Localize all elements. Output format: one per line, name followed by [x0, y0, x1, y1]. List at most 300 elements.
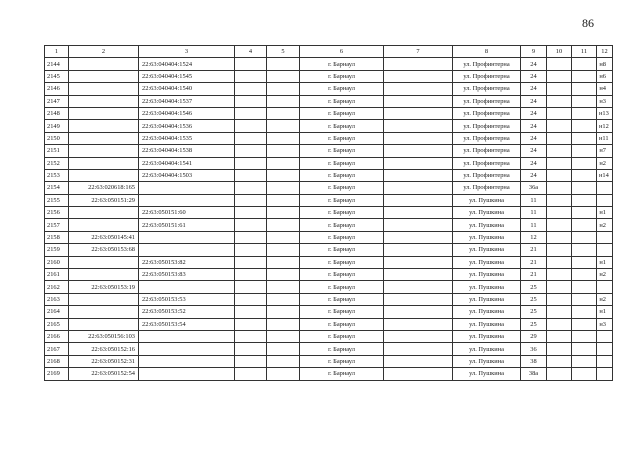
table-cell	[384, 343, 453, 355]
table-cell	[267, 169, 300, 181]
table-cell: 21	[521, 269, 547, 281]
table-cell: 2166	[45, 330, 69, 342]
table-cell: г. Барнаул	[300, 70, 384, 82]
table-cell: г. Барнаул	[300, 120, 384, 132]
table-row	[45, 207, 613, 219]
table-cell	[69, 58, 139, 70]
table-row	[45, 231, 613, 243]
table-cell	[547, 83, 572, 95]
table-cell: 2164	[45, 306, 69, 318]
table-cell	[547, 207, 572, 219]
table-cell: н1	[597, 256, 613, 268]
table-cell	[547, 145, 572, 157]
table-cell: г. Барнаул	[300, 194, 384, 206]
table-cell: 2144	[45, 58, 69, 70]
table-cell	[69, 256, 139, 268]
table-cell	[384, 256, 453, 268]
column-number: 12	[597, 46, 613, 58]
table-cell: 2148	[45, 107, 69, 119]
table-cell	[235, 182, 267, 194]
table-cell: 36	[521, 343, 547, 355]
table-cell: 24	[521, 107, 547, 119]
table-cell	[572, 182, 597, 194]
table-cell: 2162	[45, 281, 69, 293]
table-cell: н1	[597, 306, 613, 318]
table-cell	[139, 231, 235, 243]
table-cell	[597, 281, 613, 293]
table-cell: 22:63:050153:54	[139, 318, 235, 330]
table-cell: ул. Пушкина	[453, 293, 521, 305]
table-cell	[235, 231, 267, 243]
table-cell	[235, 207, 267, 219]
table-cell: н6	[597, 70, 613, 82]
table-cell: 22:63:040404:1535	[139, 132, 235, 144]
table-cell	[547, 281, 572, 293]
table-cell: 2159	[45, 244, 69, 256]
table-cell	[572, 194, 597, 206]
table-cell	[139, 194, 235, 206]
table-cell: г. Барнаул	[300, 306, 384, 318]
table-row	[45, 157, 613, 169]
table-cell	[235, 330, 267, 342]
table-cell	[384, 306, 453, 318]
table-row	[45, 330, 613, 342]
table-cell	[572, 207, 597, 219]
table-cell: ул. Пушкина	[453, 269, 521, 281]
table-cell: 22:63:040404:1545	[139, 70, 235, 82]
table-cell	[572, 256, 597, 268]
table-cell	[267, 231, 300, 243]
table-cell: н11	[597, 132, 613, 144]
table-cell	[547, 58, 572, 70]
table-cell	[572, 281, 597, 293]
table-cell	[235, 132, 267, 144]
table-cell: 24	[521, 95, 547, 107]
table-cell	[384, 269, 453, 281]
table-cell	[69, 95, 139, 107]
table-cell: г. Барнаул	[300, 157, 384, 169]
table-cell	[235, 343, 267, 355]
table-cell	[235, 70, 267, 82]
column-number: 5	[267, 46, 300, 58]
table-row	[45, 58, 613, 70]
table-cell	[547, 343, 572, 355]
table-cell: 22:63:050152:31	[69, 355, 139, 367]
table-cell	[267, 58, 300, 70]
table-cell	[267, 157, 300, 169]
table-cell	[572, 368, 597, 380]
table-cell: 24	[521, 145, 547, 157]
table-cell: 22:63:050145:41	[69, 231, 139, 243]
table-cell	[235, 157, 267, 169]
table-cell	[572, 244, 597, 256]
table-cell: 25	[521, 318, 547, 330]
table-cell: 2153	[45, 169, 69, 181]
page-number: 86	[582, 16, 594, 30]
table-cell: ул. Пушкина	[453, 219, 521, 231]
table-cell	[384, 207, 453, 219]
table-cell	[235, 355, 267, 367]
table-cell	[597, 182, 613, 194]
table-cell	[547, 244, 572, 256]
header-row	[45, 46, 613, 58]
table-cell	[139, 281, 235, 293]
table-cell	[547, 219, 572, 231]
table-row	[45, 70, 613, 82]
table-cell	[572, 306, 597, 318]
table-cell: ул. Пушкина	[453, 355, 521, 367]
table-cell	[572, 132, 597, 144]
table-cell	[597, 368, 613, 380]
table-cell: 2163	[45, 293, 69, 305]
table-cell	[547, 231, 572, 243]
table-cell	[384, 194, 453, 206]
table-cell	[572, 293, 597, 305]
table-cell	[597, 330, 613, 342]
table-cell: 2151	[45, 145, 69, 157]
table-row	[45, 132, 613, 144]
table-row	[45, 95, 613, 107]
table-cell	[69, 293, 139, 305]
table-cell: 2161	[45, 269, 69, 281]
table-cell	[139, 355, 235, 367]
table-cell: ул. Пушкина	[453, 244, 521, 256]
table-cell: н14	[597, 169, 613, 181]
table-row	[45, 169, 613, 181]
table-cell	[139, 244, 235, 256]
table-cell: 2146	[45, 83, 69, 95]
table-cell	[267, 293, 300, 305]
table-cell: 24	[521, 83, 547, 95]
table-cell	[572, 70, 597, 82]
table-cell: ул. Профинтерна	[453, 132, 521, 144]
table-cell	[267, 70, 300, 82]
table-cell: 22:63:040404:1503	[139, 169, 235, 181]
table-cell	[235, 120, 267, 132]
table-cell	[267, 244, 300, 256]
table-row	[45, 244, 613, 256]
table-cell	[572, 95, 597, 107]
table-row	[45, 194, 613, 206]
table-cell: 24	[521, 157, 547, 169]
table-cell	[69, 132, 139, 144]
table-cell	[267, 194, 300, 206]
table-cell	[572, 231, 597, 243]
table-cell	[572, 343, 597, 355]
table-cell: ул. Пушкина	[453, 194, 521, 206]
table-cell: н2	[597, 219, 613, 231]
table-cell: 29	[521, 330, 547, 342]
table-cell: г. Барнаул	[300, 207, 384, 219]
table-cell	[267, 107, 300, 119]
table-cell	[267, 306, 300, 318]
table-row	[45, 256, 613, 268]
table-cell: ул. Пушкина	[453, 318, 521, 330]
table-cell: 2147	[45, 95, 69, 107]
table-cell: 24	[521, 169, 547, 181]
table-cell	[547, 306, 572, 318]
table-cell: 24	[521, 132, 547, 144]
table-cell: 22:63:050153:83	[139, 269, 235, 281]
table-cell: г. Барнаул	[300, 318, 384, 330]
table-cell	[384, 83, 453, 95]
table-cell: г. Барнаул	[300, 355, 384, 367]
table-cell	[235, 281, 267, 293]
table-cell	[235, 293, 267, 305]
table-cell	[235, 194, 267, 206]
table-cell: 25	[521, 281, 547, 293]
table-cell	[235, 145, 267, 157]
table-cell	[547, 318, 572, 330]
table-cell: г. Барнаул	[300, 293, 384, 305]
table-row	[45, 306, 613, 318]
table-cell: 21	[521, 256, 547, 268]
table-cell: 21	[521, 244, 547, 256]
table-cell	[69, 169, 139, 181]
table-row	[45, 269, 613, 281]
table-cell: г. Барнаул	[300, 231, 384, 243]
column-number: 10	[547, 46, 572, 58]
column-number: 6	[300, 46, 384, 58]
table-cell	[69, 145, 139, 157]
table-cell: 2168	[45, 355, 69, 367]
table-cell: 22:63:040404:1538	[139, 145, 235, 157]
table-cell: ул. Профинтерна	[453, 157, 521, 169]
table-cell: г. Барнаул	[300, 83, 384, 95]
table-row	[45, 293, 613, 305]
table-cell	[267, 207, 300, 219]
table-cell	[267, 219, 300, 231]
table-cell: 2149	[45, 120, 69, 132]
table-cell: 25	[521, 293, 547, 305]
table-cell: 22:63:050151:29	[69, 194, 139, 206]
table-cell	[384, 182, 453, 194]
table-row	[45, 107, 613, 119]
table-cell	[267, 95, 300, 107]
table-cell: ул. Профинтерна	[453, 83, 521, 95]
table-cell: 22:63:040404:1536	[139, 120, 235, 132]
table-cell: г. Барнаул	[300, 343, 384, 355]
table-cell: г. Барнаул	[300, 107, 384, 119]
table-cell	[69, 107, 139, 119]
table-cell: ул. Пушкина	[453, 256, 521, 268]
table-cell	[69, 219, 139, 231]
table-cell: г. Барнаул	[300, 281, 384, 293]
table-cell: 12	[521, 231, 547, 243]
column-number: 4	[235, 46, 267, 58]
table-cell	[572, 58, 597, 70]
table-cell	[572, 330, 597, 342]
table-cell: г. Барнаул	[300, 182, 384, 194]
table-cell	[547, 194, 572, 206]
table-cell	[267, 343, 300, 355]
table-cell: н7	[597, 145, 613, 157]
table-cell: 22:63:050153:19	[69, 281, 139, 293]
table-cell	[235, 95, 267, 107]
table-cell: г. Барнаул	[300, 132, 384, 144]
table-cell: 2150	[45, 132, 69, 144]
table-cell: ул. Профинтерна	[453, 107, 521, 119]
table-cell	[572, 219, 597, 231]
table-row	[45, 182, 613, 194]
table-cell: г. Барнаул	[300, 219, 384, 231]
table-cell	[384, 330, 453, 342]
table-cell	[267, 330, 300, 342]
table-cell	[597, 355, 613, 367]
table-cell	[597, 244, 613, 256]
table-cell: 22:63:050153:82	[139, 256, 235, 268]
column-number: 8	[453, 46, 521, 58]
table-cell	[69, 83, 139, 95]
table-cell: 22:63:050153:68	[69, 244, 139, 256]
table-row	[45, 343, 613, 355]
table-cell	[547, 182, 572, 194]
table-cell: г. Барнаул	[300, 368, 384, 380]
table-cell	[235, 318, 267, 330]
table-row	[45, 281, 613, 293]
table-cell	[69, 318, 139, 330]
table-cell	[69, 306, 139, 318]
table-cell	[267, 368, 300, 380]
table-cell: 2154	[45, 182, 69, 194]
table-cell: г. Барнаул	[300, 244, 384, 256]
table-cell	[547, 169, 572, 181]
table-cell	[384, 368, 453, 380]
table-cell	[69, 120, 139, 132]
table-cell: г. Барнаул	[300, 330, 384, 342]
table-cell	[69, 207, 139, 219]
table-cell: н1	[597, 207, 613, 219]
table-cell: 22:63:040404:1541	[139, 157, 235, 169]
table-cell	[384, 355, 453, 367]
table-cell: н3	[597, 95, 613, 107]
table-cell: ул. Профинтерна	[453, 182, 521, 194]
table-cell: г. Барнаул	[300, 95, 384, 107]
table-row	[45, 83, 613, 95]
table-cell	[572, 318, 597, 330]
table-cell: ул. Пушкина	[453, 343, 521, 355]
table-cell	[69, 269, 139, 281]
table-cell	[235, 244, 267, 256]
table-cell	[572, 83, 597, 95]
table-cell: 25	[521, 306, 547, 318]
table-row	[45, 368, 613, 380]
table-cell	[547, 256, 572, 268]
table-cell	[547, 355, 572, 367]
table-cell	[572, 269, 597, 281]
table-cell: 22:63:050152:16	[69, 343, 139, 355]
table-cell	[139, 368, 235, 380]
table-cell	[572, 157, 597, 169]
table-cell	[267, 281, 300, 293]
table-cell: 38	[521, 355, 547, 367]
table-cell: н3	[597, 318, 613, 330]
table-cell: 24	[521, 70, 547, 82]
table-cell: 24	[521, 120, 547, 132]
table-cell: ул. Профинтерна	[453, 169, 521, 181]
table-cell	[235, 269, 267, 281]
table-cell	[384, 120, 453, 132]
table-cell: н2	[597, 157, 613, 169]
table-cell: 11	[521, 207, 547, 219]
table-cell: г. Барнаул	[300, 58, 384, 70]
table-cell	[547, 70, 572, 82]
table-cell	[235, 368, 267, 380]
table-cell: 22:63:040404:1540	[139, 83, 235, 95]
table-cell: н8	[597, 58, 613, 70]
table-cell	[235, 58, 267, 70]
table-cell: 2156	[45, 207, 69, 219]
table-cell: 2145	[45, 70, 69, 82]
table-cell: ул. Профинтерна	[453, 95, 521, 107]
table-cell: 36а	[521, 182, 547, 194]
table-cell	[597, 231, 613, 243]
table-cell: 22:63:050151:61	[139, 219, 235, 231]
table-cell: 11	[521, 194, 547, 206]
table-cell	[139, 343, 235, 355]
column-number: 9	[521, 46, 547, 58]
table-cell: ул. Профинтерна	[453, 58, 521, 70]
table-cell	[547, 330, 572, 342]
table-cell: г. Барнаул	[300, 269, 384, 281]
table-cell	[267, 256, 300, 268]
table-cell	[384, 157, 453, 169]
table-cell: г. Барнаул	[300, 169, 384, 181]
table-cell	[235, 219, 267, 231]
table-cell: 22:63:050156:103	[69, 330, 139, 342]
table-cell: г. Барнаул	[300, 256, 384, 268]
table-cell	[235, 83, 267, 95]
table-row	[45, 219, 613, 231]
table-cell: 11	[521, 219, 547, 231]
table-cell	[572, 145, 597, 157]
table-cell	[384, 281, 453, 293]
table-cell	[547, 120, 572, 132]
table-cell: 22:63:050153:53	[139, 293, 235, 305]
table-cell	[267, 83, 300, 95]
table-cell	[235, 256, 267, 268]
table-cell	[384, 58, 453, 70]
table-cell: 22:63:040404:1524	[139, 58, 235, 70]
table-cell	[384, 132, 453, 144]
table-cell: н2	[597, 293, 613, 305]
table-cell	[384, 293, 453, 305]
table-cell: 2160	[45, 256, 69, 268]
column-number: 7	[384, 46, 453, 58]
registry-table	[44, 45, 613, 381]
table-cell	[547, 368, 572, 380]
table-cell	[547, 157, 572, 169]
table-cell: ул. Профинтерна	[453, 120, 521, 132]
table-cell	[572, 107, 597, 119]
table-cell: 2157	[45, 219, 69, 231]
column-number: 3	[139, 46, 235, 58]
table-cell: 22:63:020618:165	[69, 182, 139, 194]
table-cell	[597, 343, 613, 355]
table-cell	[267, 120, 300, 132]
table-cell: ул. Профинтерна	[453, 145, 521, 157]
table-cell	[384, 219, 453, 231]
column-number: 11	[572, 46, 597, 58]
table-cell: 2152	[45, 157, 69, 169]
table-cell: 2167	[45, 343, 69, 355]
table-cell: н13	[597, 107, 613, 119]
column-number: 2	[69, 46, 139, 58]
table-cell	[597, 194, 613, 206]
table-cell	[235, 107, 267, 119]
table-cell	[69, 70, 139, 82]
table-cell	[235, 169, 267, 181]
